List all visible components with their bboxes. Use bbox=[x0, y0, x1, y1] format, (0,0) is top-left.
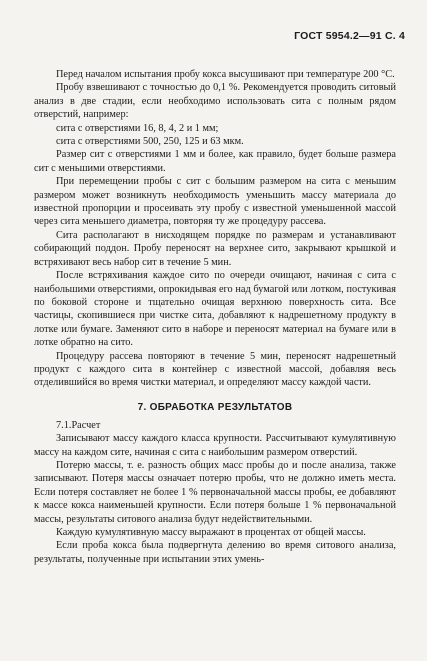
paragraph: Если проба кокса была подвергнута делению во время ситового анализа, результаты, полученные при испытании этих умень- bbox=[34, 540, 396, 565]
document-body bbox=[34, 68, 396, 566]
subsection-number: 7.1. bbox=[56, 419, 72, 431]
paragraph: Процедуру рассева повторяют в течение 5 мин, переносят надрешетный продукт с каждого сита в контейнер с известной массой, добавляя весь отделившийся во время чистки материал, и определяют массу каждой части. bbox=[34, 350, 396, 389]
sieve-list-item: сита с отверстиями 16, 8, 4, 2 и 1 мм; bbox=[56, 122, 219, 134]
paragraph: Записывают массу каждого класса крупности. Рассчитывают кумулятивную массу на каждом сите, начиная с сита с наибольшим размером отверстий. bbox=[34, 433, 396, 458]
page-header: ГОСТ 5954.2—91 С. 4 bbox=[294, 30, 405, 42]
paragraph: При перемещении пробы с сит с большим размером на сита с меньшим размером может возникнуть необходимость уменьшить массу материала до известной пропорции и просеивать эту пробу с известной уменьшенной массой через сита меньшего диаметра, повторяя ту же процедуру рассева. bbox=[34, 176, 396, 228]
subsection-heading bbox=[34, 419, 396, 432]
paragraph: Сита располагают в нисходящем порядке по размерам и устанавливают собирающий поддон. Пробу переносят на верхнее сито, закрывают крышкой и встряхивают весь набор сит в течение 5 мин. bbox=[34, 229, 396, 268]
paragraph: Каждую кумулятивную массу выражают в процентах от общей массы. bbox=[56, 527, 366, 538]
paragraph: После встряхивания каждое сито по очереди очищают, начиная с сита с наибольшими отверстиями, опрокидывая его над бумагой или лотком, постукивая по боковой стороне и тщательно очищая верхнюю поверхность сита. Все частицы, скопившиеся при чистке сита, добавляют к надрешетному продукту в лотке или бумаге. Заменяют сито в наборе и переносят материал на бумаге или в лотке обратно на сито. bbox=[34, 270, 396, 349]
section-title: 7. ОБРАБОТКА РЕЗУЛЬТАТОВ bbox=[137, 401, 293, 413]
paragraph: Перед началом испытания пробу кокса высушивают при температуре 200 °С. bbox=[56, 69, 395, 80]
paragraph: Размер сит с отверстиями 1 мм и более, как правило, будет больше размера сит с меньшими отверстиями. bbox=[34, 149, 396, 174]
sieve-list-item: сита с отверстиями 500, 250, 125 и 63 мкм. bbox=[56, 136, 244, 148]
subsection-title: Расчет bbox=[71, 419, 101, 431]
paragraph: Пробу взвешивают с точностью до 0,1 %. Рекомендуется проводить ситовый анализ в две стадии, если необходимо использовать сита с полным рядом отверстий, например: bbox=[34, 82, 396, 121]
paragraph: Потерю массы, т. е. разность общих масс пробы до и после анализа, также записывают. Потеря массы означает потерю пробы, что не должно иметь места. Если потеря составляет не более 1 % первоначальной массы пробы, ее добавляют к массе кокса наименьшей крупности. Если потеря больше 1 % первоначальной массы, результаты ситового анализа будут недействительными. bbox=[34, 459, 396, 525]
